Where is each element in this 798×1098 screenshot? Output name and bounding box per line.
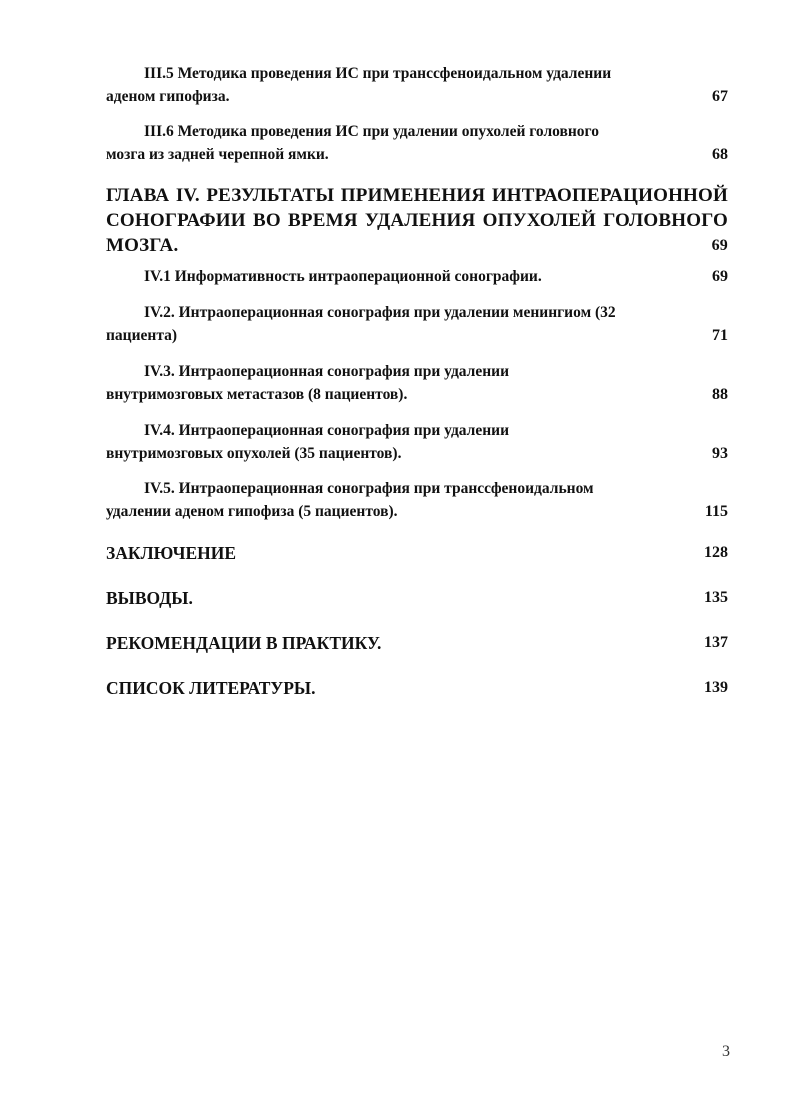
toc-main-title: ВЫВОДЫ. [106,588,193,608]
chapter-title-end: МОЗГА. [106,235,179,256]
toc-page-number: 93 [712,445,728,462]
toc-entry-text-end: внутримозговых опухолей (35 пациентов). [106,445,402,462]
toc-page-number: 88 [712,386,728,403]
toc-entry-iv-1 [106,265,728,288]
toc-entry-iii-5 [106,62,728,108]
toc-entry-iii-6 [106,120,728,166]
chapter-title-line: СОНОГРАФИИ ВО ВРЕМЯ УДАЛЕНИЯ ОПУХОЛЕЙ ГОЛОВНОГО [106,210,728,231]
toc-entry-text [106,500,728,523]
toc-entry-text: IV.3. Интраоперационная сонография при удалении [144,363,510,380]
toc-entry-text: III.5 Методика проведения ИС при транссфеноидальном удалении [144,65,612,82]
toc-page-number: 115 [704,503,728,520]
toc-page-number: 139 [704,679,728,696]
toc-references [106,675,728,701]
toc-main-line [106,675,728,701]
toc-entry-text-end: мозга из задней черепной ямки. [106,146,329,163]
toc-entry-text: III.6 Методика проведения ИС при удалении опухолей головного [144,123,599,140]
toc-entry-iv-4 [106,419,728,465]
toc-page-number: 69 [711,237,728,254]
toc-main-title: РЕКОМЕНДАЦИИ В ПРАКТИКУ. [106,633,382,653]
toc-entry-text-end: внутримозговых метастазов (8 пациентов). [106,386,408,403]
toc-entry-text: IV.5. Интраоперационная сонография при транссфеноидальном [144,480,594,497]
toc-entry-text [106,383,728,406]
toc-entry-text-end: пациента) [106,327,178,344]
toc-page-number: 135 [704,589,728,606]
toc-main-title: СПИСОК ЛИТЕРАТУРЫ. [106,678,316,698]
toc-page-number: 128 [704,544,728,561]
toc-entry-text-end: IV.1 Информативность интраоперационной сонографии. [144,268,542,285]
toc-page-number: 68 [712,146,728,163]
toc-entry-text: IV.2. Интраоперационная сонография при удалении менингиом (32 [144,304,616,321]
toc-findings [106,585,728,611]
toc-entry-iv-3 [106,360,728,406]
toc-entry-text [106,85,728,108]
toc-entry-text [106,265,728,288]
toc-main-line [106,540,728,566]
toc-chapter-iv [106,183,728,258]
toc-main-title: ЗАКЛЮЧЕНИЕ [106,543,237,563]
toc-conclusion [106,540,728,566]
page-number: 3 [722,1043,730,1060]
chapter-title-line [106,233,728,258]
toc-page-number: 67 [712,88,728,105]
toc-entry-iv-5 [106,477,728,523]
toc-entry-text [106,324,728,347]
toc-page-number: 71 [712,327,728,344]
toc-main-line [106,630,728,656]
toc-entry-text-end: аденом гипофиза. [106,88,230,105]
toc-entry-iv-2 [106,301,728,347]
toc-entry-text: IV.4. Интраоперационная сонография при удалении [144,422,510,439]
toc-entry-text-end: удалении аденом гипофиза (5 пациентов). [106,503,398,520]
toc-main-line [106,585,728,611]
toc-entry-text [106,442,728,465]
toc-recommendations [106,630,728,656]
toc-entry-text [106,143,728,166]
toc-page-number: 69 [712,268,728,285]
chapter-title-line: ГЛАВА IV. РЕЗУЛЬТАТЫ ПРИМЕНЕНИЯ ИНТРАОПЕРАЦИОННОЙ [106,185,728,206]
toc-page-number: 137 [704,634,728,651]
